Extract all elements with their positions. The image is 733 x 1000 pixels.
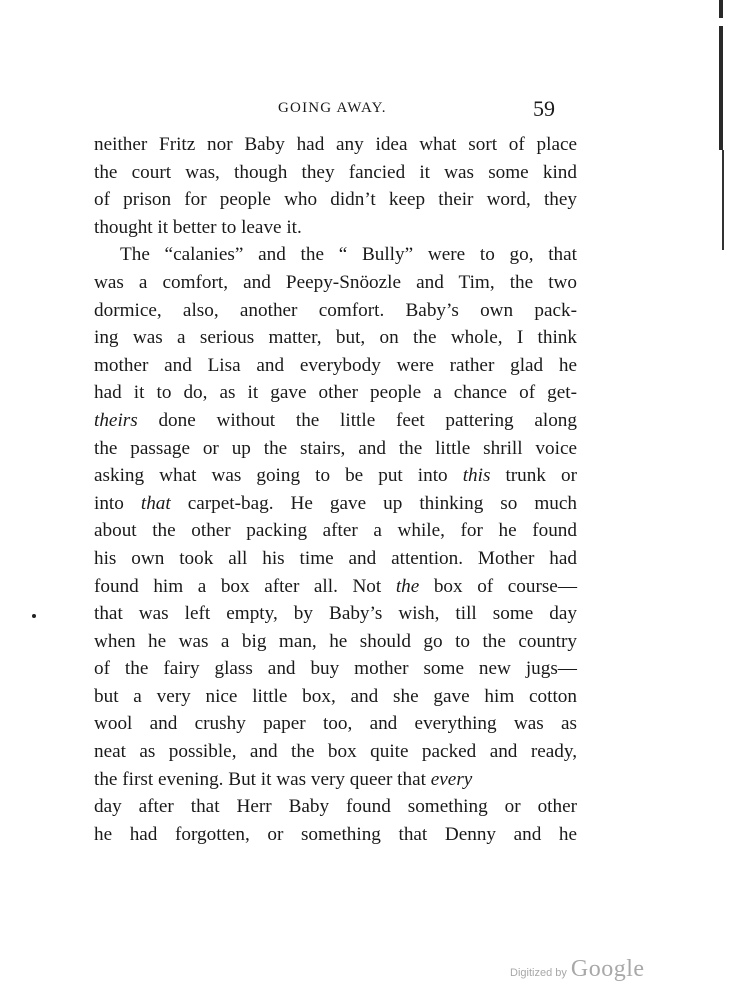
text-run: asking what was going to be put into	[94, 465, 463, 487]
page-header	[0, 96, 733, 126]
watermark-prefix: Digitized by	[510, 967, 567, 979]
text-run: into	[94, 492, 141, 514]
text-line: the court was, though they fancied it was some kind	[94, 161, 577, 183]
text-line: had it to do, as it gave other people a chance of get-	[94, 382, 577, 404]
text-line: was a comfort, and Peepy-Snöozle and Tim, the two	[94, 271, 577, 293]
running-head: GOING AWAY.	[278, 100, 387, 116]
text-run: found him a box after all. Not	[94, 575, 396, 597]
text-line: The “calanies” and the “ Bully” were to go, that	[120, 244, 577, 266]
text-line	[94, 573, 577, 601]
scan-edge-mark	[719, 0, 723, 150]
page-number: 59	[533, 96, 555, 121]
text-line: when he was a big man, he should go to the country	[94, 630, 577, 652]
text-line	[94, 407, 577, 435]
text-line: ing was a serious matter, but, on the whole, I think	[94, 327, 577, 349]
emphasis: this	[462, 465, 491, 487]
text-line: mother and Lisa and everybody were rather glad he	[94, 354, 577, 376]
text-line: neither Fritz nor Baby had any idea what sort of place	[94, 134, 577, 155]
text-run: the first evening. But it was very queer that	[94, 768, 431, 790]
stray-ink-dot	[32, 614, 36, 618]
google-logo: Google	[570, 956, 645, 982]
emphasis: every	[430, 768, 473, 790]
emphasis: the	[395, 575, 420, 597]
text-line: about the other packing after a while, for he found	[94, 520, 577, 542]
text-line: he had forgotten, or something that Denny and he	[94, 823, 577, 845]
emphasis: that	[140, 492, 171, 514]
text-line: wool and crushy paper too, and everything was as	[94, 713, 577, 735]
text-line	[94, 462, 577, 490]
text-line	[94, 766, 577, 794]
text-line: of prison for people who didn’t keep their word, they	[94, 189, 577, 211]
text-line: dormice, also, another comfort. Baby’s own pack-	[94, 299, 577, 321]
text-line: of the fairy glass and buy mother some new jugs—	[94, 658, 577, 680]
text-line: but a very nice little box, and she gave him cotton	[94, 685, 577, 707]
text-line: neat as possible, and the box quite packed and ready,	[94, 741, 577, 763]
text-line: that was left empty, by Baby’s wish, till some day	[94, 603, 577, 625]
text-line: thought it better to leave it.	[94, 216, 302, 238]
text-run: done without the little feet pattering along	[137, 409, 577, 431]
body-text	[94, 131, 577, 848]
text-run: box of course—	[419, 575, 578, 597]
text-line: day after that Herr Baby found something or other	[94, 796, 577, 818]
text-line: his own took all his time and attention. Mother had	[94, 547, 577, 569]
text-line: the passage or up the stairs, and the little shrill voice	[94, 437, 577, 459]
scan-edge-mark-lower	[722, 150, 724, 250]
digitized-watermark	[510, 956, 645, 983]
text-run: carpet-bag. He gave up thinking so much	[170, 492, 578, 514]
text-line	[94, 490, 577, 518]
emphasis: theirs	[94, 409, 138, 431]
text-run: trunk or	[490, 465, 577, 487]
